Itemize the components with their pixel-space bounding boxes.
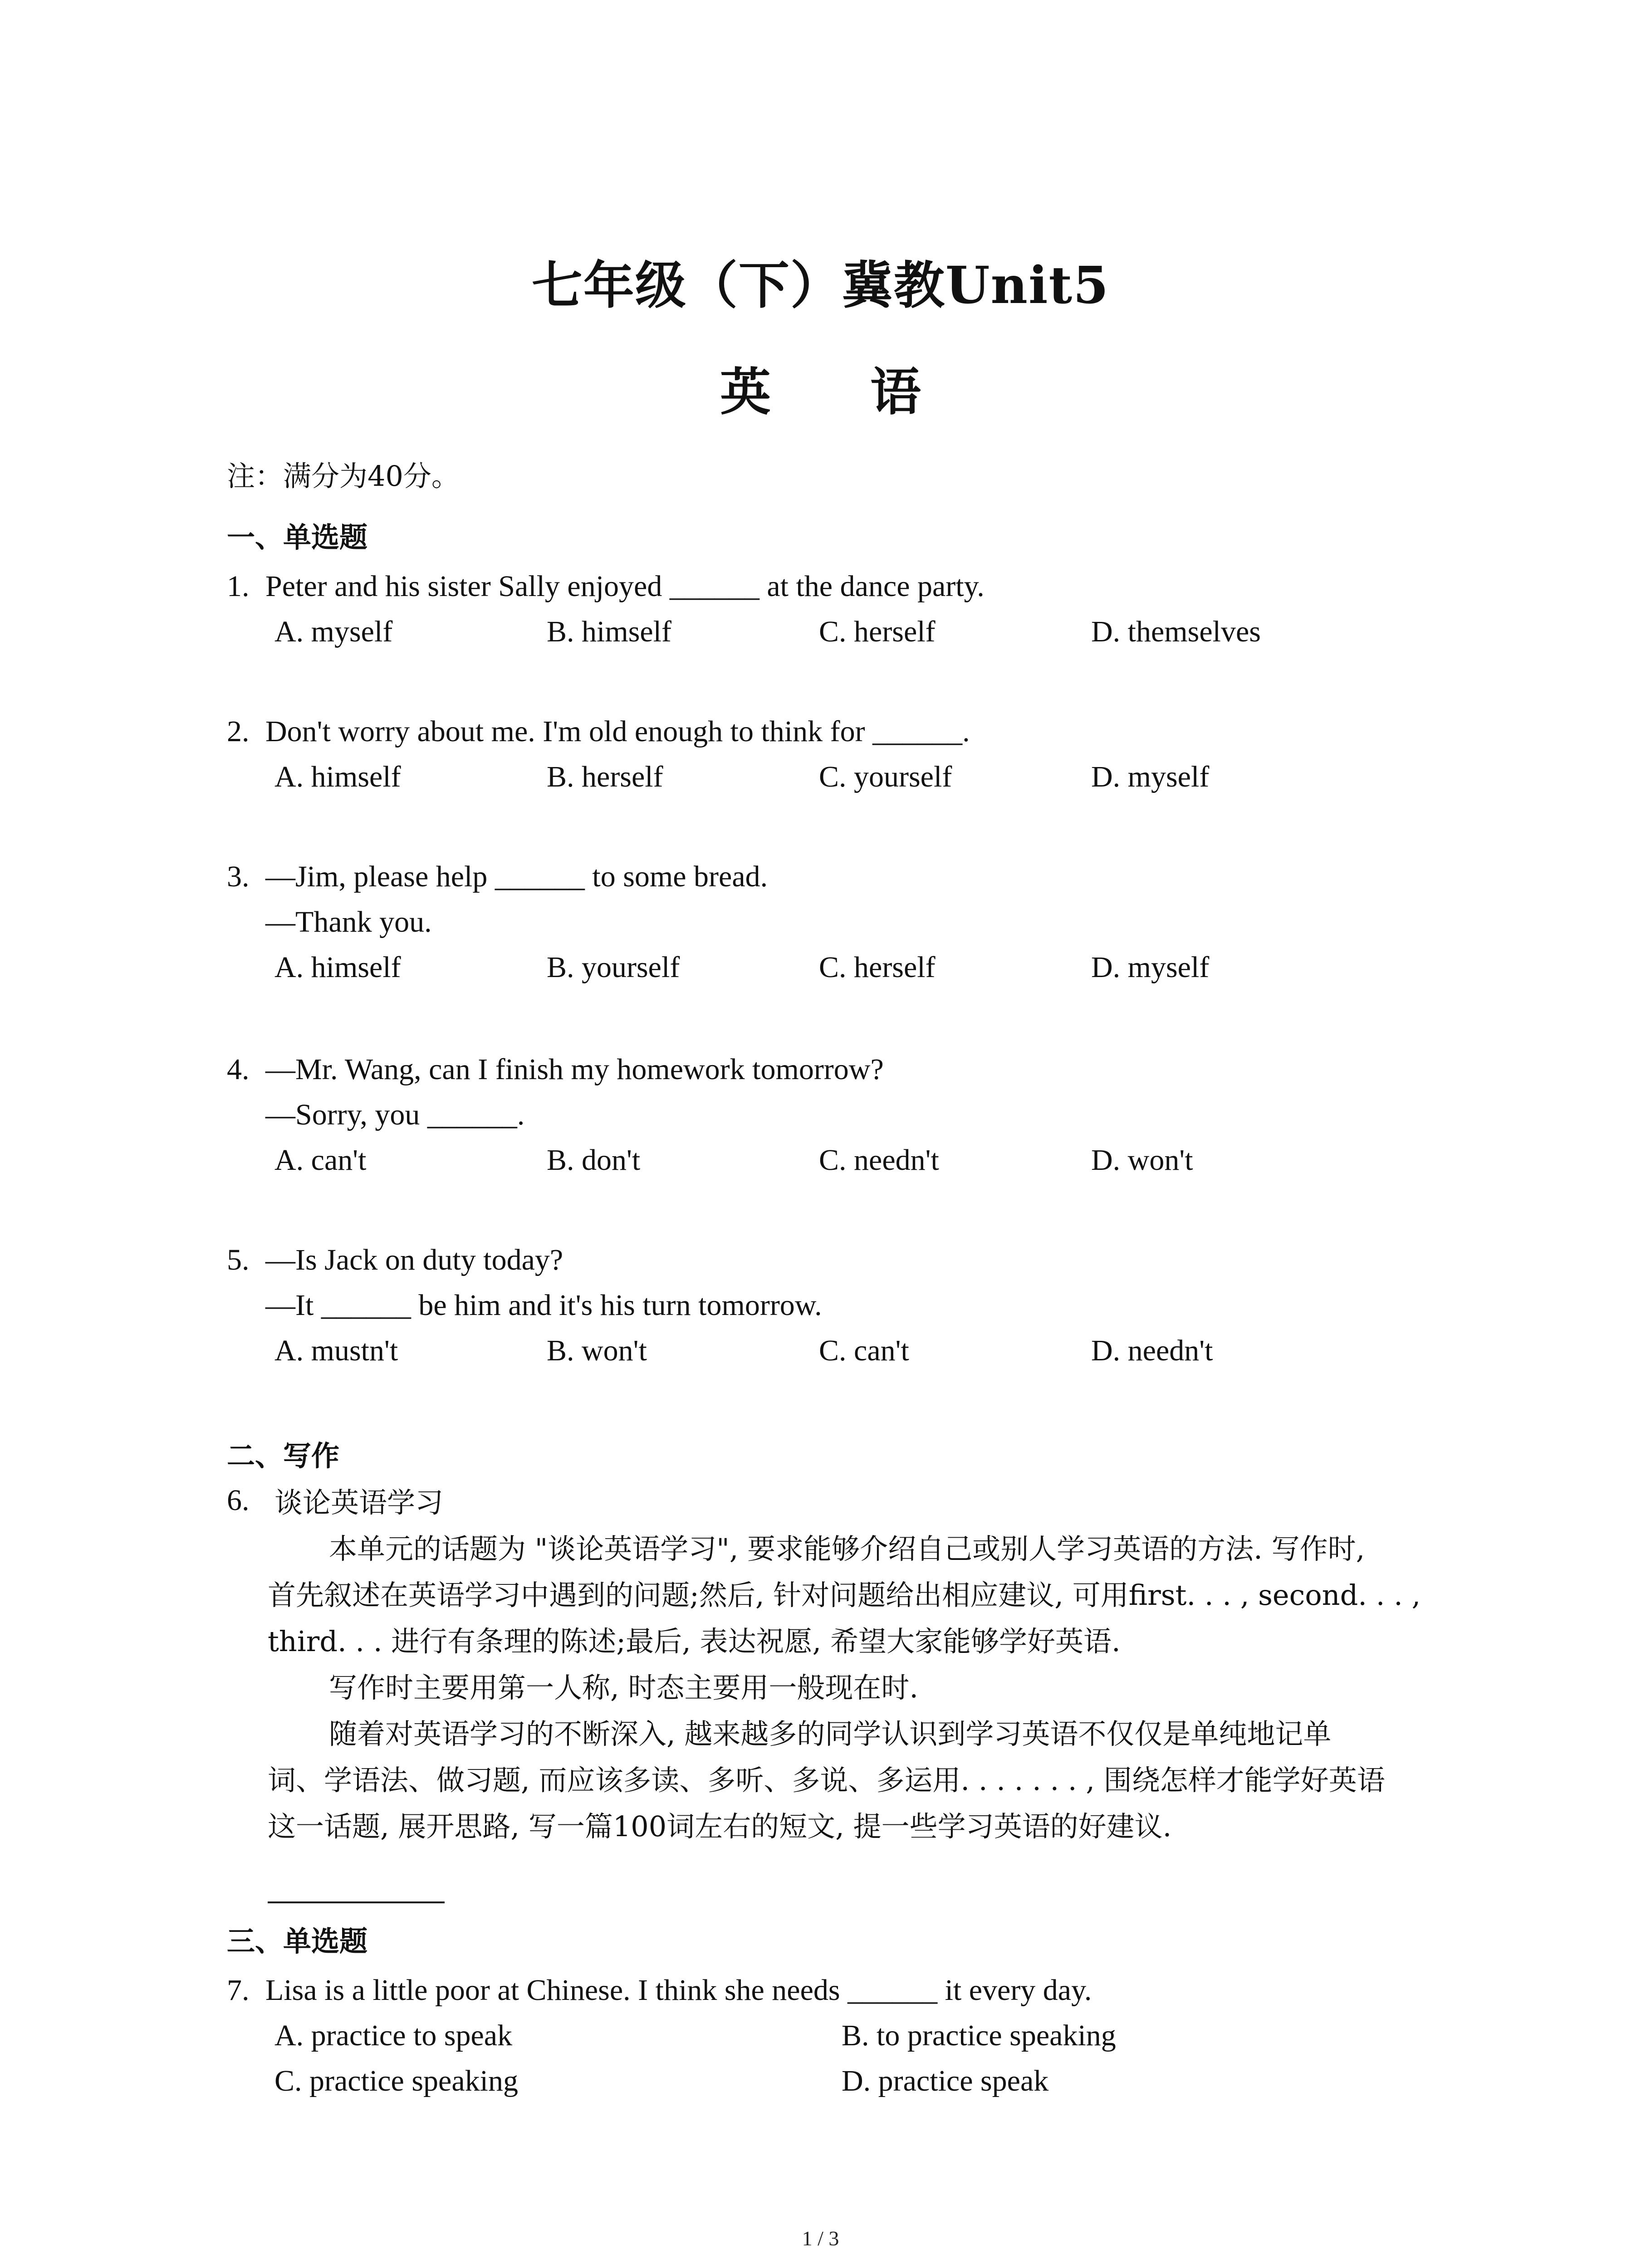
option-c: C. practice speaking bbox=[274, 2064, 518, 2097]
writing-paragraph-line: 写作时主要用第一人称, 时态主要用一般现在时. bbox=[329, 1671, 919, 1704]
score-note: 注：满分为40分。 bbox=[227, 459, 460, 493]
page-indicator: 1 / 3 bbox=[802, 2227, 839, 2250]
option-b: B. won't bbox=[547, 1334, 647, 1367]
option-b: B. herself bbox=[547, 760, 663, 793]
question-number: 7. bbox=[227, 1974, 250, 2007]
question-number: 2. bbox=[227, 715, 250, 748]
option-d: D. practice speak bbox=[842, 2064, 1049, 2097]
option-b: B. yourself bbox=[547, 951, 680, 984]
exam-title: 七年级（下）冀教Unit5 bbox=[531, 256, 1110, 315]
question-number: 5. bbox=[227, 1243, 250, 1276]
question-number: 4. bbox=[227, 1053, 250, 1086]
question-stem: —Jim, please help ______ to some bread. bbox=[265, 860, 768, 893]
question-number: 6. bbox=[227, 1484, 250, 1517]
option-d: D. myself bbox=[1091, 951, 1210, 984]
option-d: D. needn't bbox=[1091, 1334, 1213, 1367]
writing-paragraph-line: 词、学语法、做习题, 而应该多读、多听、多说、多运用. . . . . . . , 围绕怎样才能学好英语 bbox=[268, 1764, 1385, 1797]
option-d: D. themselves bbox=[1091, 615, 1261, 648]
option-b: B. himself bbox=[547, 615, 671, 648]
writing-paragraph-line: 随着对英语学习的不断深入, 越来越多的同学认识到学习英语不仅仅是单纯地记单 bbox=[329, 1717, 1332, 1750]
question-stem: Don't worry about me. I'm old enough to think for ______. bbox=[265, 715, 970, 748]
section-heading-1: 一、单选题 bbox=[227, 521, 368, 554]
writing-paragraph-line: 这一话题, 展开思路, 写一篇100词左右的短文, 提一些学习英语的好建议. bbox=[268, 1810, 1172, 1843]
option-a: A. can't bbox=[274, 1144, 367, 1177]
option-a: A. practice to speak bbox=[274, 2019, 513, 2052]
option-c: C. herself bbox=[819, 615, 936, 648]
question-number: 1. bbox=[227, 570, 250, 603]
question-stem: Peter and his sister Sally enjoyed ______ at the dance party. bbox=[265, 570, 985, 603]
writing-title: 谈论英语学习 bbox=[274, 1486, 444, 1519]
section-heading-3: 三、单选题 bbox=[227, 1925, 368, 1958]
answer-line bbox=[268, 1901, 445, 1903]
question-stem: —Mr. Wang, can I finish my homework tomorrow? bbox=[265, 1053, 884, 1086]
option-d: D. won't bbox=[1091, 1144, 1193, 1177]
option-a: A. mustn't bbox=[274, 1334, 398, 1367]
option-a: A. himself bbox=[274, 760, 401, 793]
option-d: D. myself bbox=[1091, 760, 1210, 793]
option-c: C. can't bbox=[819, 1334, 909, 1367]
option-a: A. himself bbox=[274, 951, 401, 984]
question-number: 3. bbox=[227, 860, 250, 893]
question-stem-line: —It ______ be him and it's his turn tomorrow. bbox=[265, 1289, 822, 1322]
writing-paragraph-line: third. . . 进行有条理的陈述;最后, 表达祝愿, 希望大家能够学好英语. bbox=[268, 1625, 1121, 1658]
writing-paragraph-line: 首先叙述在英语学习中遇到的问题;然后, 针对问题给出相应建议, 可用first. . . , second. . . , bbox=[268, 1579, 1421, 1612]
option-b: B. to practice speaking bbox=[842, 2019, 1116, 2052]
option-b: B. don't bbox=[547, 1144, 641, 1177]
option-c: C. herself bbox=[819, 951, 936, 984]
section-heading-2: 二、写作 bbox=[227, 1439, 340, 1472]
option-a: A. myself bbox=[274, 615, 393, 648]
question-stem: —Is Jack on duty today? bbox=[265, 1243, 563, 1276]
option-c: C. needn't bbox=[819, 1144, 939, 1177]
question-stem-line: —Thank you. bbox=[265, 905, 432, 938]
question-stem: Lisa is a little poor at Chinese. I think she needs ______ it every day. bbox=[265, 1974, 1092, 2007]
exam-subject: 英 语 bbox=[720, 362, 962, 422]
question-stem-line: —Sorry, you ______. bbox=[265, 1098, 525, 1131]
writing-paragraph-line: 本单元的话题为 "谈论英语学习", 要求能够介绍自己或别人学习英语的方法. 写作时, bbox=[329, 1532, 1365, 1565]
option-c: C. yourself bbox=[819, 760, 952, 793]
